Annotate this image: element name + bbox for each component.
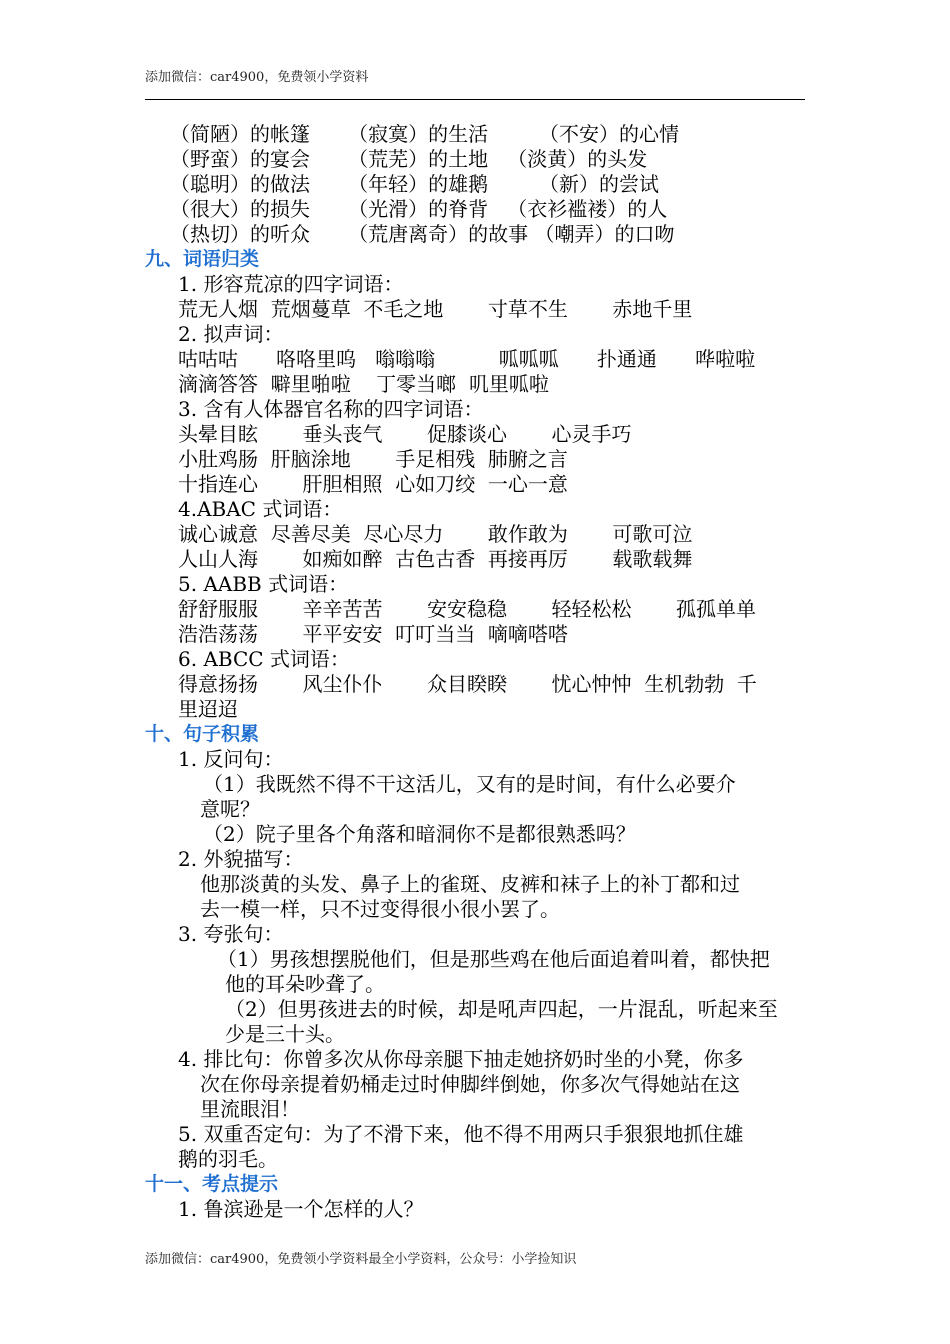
text-line: 鹅的羽毛。 [178,1147,278,1171]
text-line: （很大）的损失 （光滑）的脊背 （衣衫褴褛）的人 [170,197,668,221]
text-line: （简陋）的帐篷 （寂寞）的生活 （不安）的心情 [170,122,680,146]
text-line: （热切）的听众 （荒唐离奇）的故事 （嘲弄）的口吻 [170,222,675,246]
section-heading-10: 十、句子积累 [145,723,260,745]
text-line: 头晕目眩 垂头丧气 促膝谈心 心灵手巧 [178,422,632,446]
section-heading-11: 十一、考点提示 [145,1173,279,1195]
page-footer: 添加微信：car4900，免费领小学资料最全小学资料，公众号：小学捡知识 [145,1252,577,1267]
text-line: 滴滴答答 噼里啪啦 丁零当啷 叽里呱啦 [178,372,549,396]
header-divider [145,99,805,100]
text-line: 少是三十头。 [225,1022,345,1046]
page-header: 添加微信：car4900，免费领小学资料 [145,70,369,85]
text-line: 里流眼泪！ [200,1097,300,1121]
text-line: 舒舒服服 辛辛苦苦 安安稳稳 轻轻松松 孤孤单单 [178,597,757,621]
text-line: 4.ABAC 式词语： [178,497,343,521]
text-line: 5. 双重否定句：为了不滑下来，他不得不用两只手狠狠地抓住雄 [178,1122,744,1146]
text-line: 5. AABB 式词语： [178,572,349,596]
text-line: 6. ABCC 式词语： [178,647,350,671]
section-heading-9: 九、词语归类 [145,248,260,270]
text-line: 去一模一样，只不过变得很小很小罢了。 [200,897,560,921]
text-line: 意呢？ [200,797,260,821]
text-line: （2）但男孩进去的时候，却是吼声四起，一片混乱，听起来至 [225,997,778,1021]
text-line: （野蛮）的宴会 （荒芜）的土地 （淡黄）的头发 [170,147,648,171]
text-line: 诚心诚意 尽善尽美 尽心尽力 敢作敢为 可歌可泣 [178,522,693,546]
text-line: （聪明）的做法 （年轻）的雄鹅 （新）的尝试 [170,172,660,196]
text-line: 2. 外貌描写： [178,847,304,871]
text-line: 小肚鸡肠 肝脑涂地 手足相残 肺腑之言 [178,447,568,471]
text-line: 1. 形容荒凉的四字词语： [178,272,404,296]
text-line: 次在你母亲提着奶桶走过时伸脚绊倒她，你多次气得她站在这 [200,1072,740,1096]
text-line: 得意扬扬 风尘仆仆 众目睽睽 忧心忡忡 生机勃勃 千 [178,672,757,696]
text-line: 3. 夸张句： [178,922,284,946]
text-line: （2）院子里各个角落和暗洞你不是都很熟悉吗？ [203,822,636,846]
text-line: 1. 鲁滨逊是一个怎样的人？ [178,1197,424,1221]
text-line: 咕咕咕 咯咯里呜 嗡嗡嗡 呱呱呱 扑通通 哗啦啦 [178,347,756,371]
text-line: 人山人海 如痴如醉 古色古香 再接再厉 载歌载舞 [178,547,693,571]
text-line: 4. 排比句：你曾多次从你母亲腿下抽走她挤奶时坐的小凳，你多 [178,1047,744,1071]
text-line: 他的耳朵吵聋了。 [225,972,385,996]
text-line: 里迢迢 [178,697,238,721]
text-line: 十指连心 肝胆相照 心如刀绞 一心一意 [178,472,568,496]
text-line: （1）男孩想摆脱他们，但是那些鸡在他后面追着叫着，都快把 [217,947,770,971]
text-line: 他那淡黄的头发、鼻子上的雀斑、皮裤和袜子上的补丁都和过 [200,872,740,896]
text-line: （1）我既然不得不干这活儿，又有的是时间，有什么必要介 [203,772,736,796]
text-line: 1. 反问句： [178,747,284,771]
text-line: 3. 含有人体器官名称的四字词语： [178,397,484,421]
text-line: 2. 拟声词： [178,322,284,346]
document-body [145,122,810,1222]
text-line: 荒无人烟 荒烟蔓草 不毛之地 寸草不生 赤地千里 [178,297,693,321]
text-line: 浩浩荡荡 平平安安 叮叮当当 嘀嘀嗒嗒 [178,622,568,646]
